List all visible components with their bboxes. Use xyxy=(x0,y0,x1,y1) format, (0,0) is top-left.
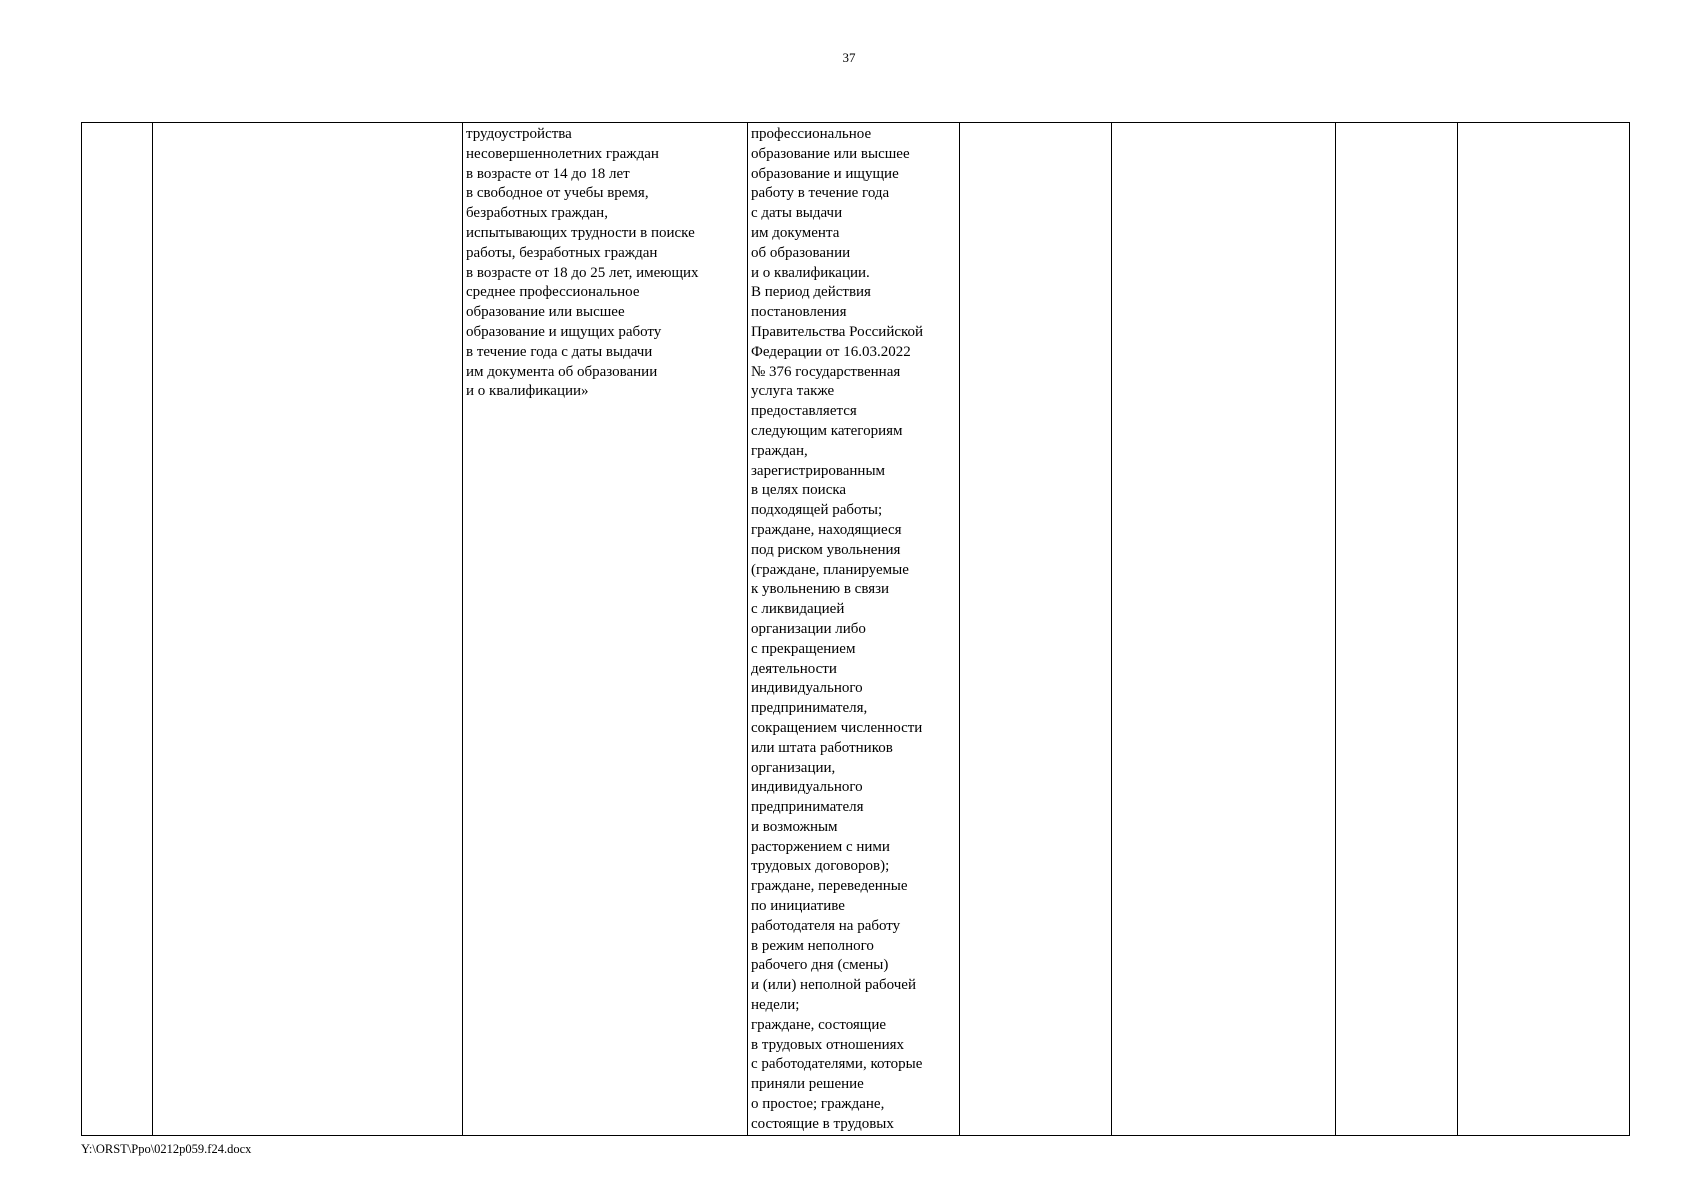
cell-text-line: недели; xyxy=(751,997,800,1014)
cell-text-line: состоящие в трудовых xyxy=(751,1115,894,1132)
cell-text-line: граждане, находящиеся xyxy=(751,521,902,538)
cell-text-line: работодателя на работу xyxy=(751,917,901,934)
cell-text-line: трудоустройства xyxy=(466,126,572,142)
cell-text-line: и о квалификации» xyxy=(466,383,589,400)
cell-text-line: и возможным xyxy=(751,818,838,835)
cell-text-line: с даты выдачи xyxy=(751,205,843,222)
cell-text-line: профессиональное xyxy=(751,126,872,142)
cell-text-line: или штата работников xyxy=(751,739,893,756)
table-cell-col8 xyxy=(1458,123,1630,1136)
cell-text-line: по инициативе xyxy=(751,898,845,915)
cell-text-line: образование или высшее xyxy=(751,145,910,162)
footer-file-path: Y:\ORST\Ppo\0212p059.f24.docx xyxy=(81,1142,252,1156)
cell-text-line: сокращением численности xyxy=(751,719,923,736)
cell-text-line: о простое; граждане, xyxy=(751,1096,885,1113)
cell-text-line: индивидуального xyxy=(751,779,863,796)
cell-text-line: зарегистрированным xyxy=(751,462,886,479)
table-cell-col1 xyxy=(82,123,153,1136)
table-cell-col5 xyxy=(960,123,1112,1136)
cell-text-line: (граждане, планируемые xyxy=(751,561,909,578)
cell-text-line: организации, xyxy=(751,759,836,776)
document-table xyxy=(81,122,1630,1136)
cell-text-line: в целях поиска xyxy=(751,482,847,499)
cell-text-line: в режим неполного xyxy=(751,937,874,954)
cell-text-line: безработных граждан, xyxy=(466,205,608,222)
cell-text-line: среднее профессиональное xyxy=(466,284,640,301)
cell-text-line: предпринимателя xyxy=(751,799,864,816)
cell-text-line: в трудовых отношениях xyxy=(751,1036,905,1053)
cell-text-line: подходящей работы; xyxy=(751,502,883,519)
cell-text-line: под риском увольнения xyxy=(751,541,901,558)
cell-text-line: Правительства Российской xyxy=(751,323,924,340)
cell-text-line: в свободное от учебы время, xyxy=(466,185,649,202)
cell-text-line: с работодателями, которые xyxy=(751,1056,923,1073)
cell-text-line: об образовании xyxy=(751,244,851,261)
cell-text-line: образование или высшее xyxy=(466,304,625,321)
cell-text-line: в течение года с даты выдачи xyxy=(466,343,653,360)
cell-text-line: № 376 государственная xyxy=(751,363,901,380)
cell-text-line: в возрасте от 14 до 18 лет xyxy=(466,165,630,182)
cell-text-line: граждан, xyxy=(751,442,808,459)
cell-text-line: образование и ищущие xyxy=(751,165,899,182)
table-cell-col4 xyxy=(748,123,960,1136)
table-cell-col7 xyxy=(1336,123,1458,1136)
cell-text-line: граждане, состоящие xyxy=(751,1016,887,1033)
page-number: 37 xyxy=(842,50,856,65)
cell-text-line: предоставляется xyxy=(751,403,857,420)
cell-text-line: граждане, переведенные xyxy=(751,878,908,895)
cell-text-line: расторжением с ними xyxy=(751,838,890,855)
cell-text-line: образование и ищущих работу xyxy=(466,323,662,340)
cell-text-line: индивидуального xyxy=(751,680,863,697)
cell-text-line: с прекращением xyxy=(751,640,856,657)
cell-text-line: несовершеннолетних граждан xyxy=(466,145,659,162)
cell-text-line: в возрасте от 18 до 25 лет, имеющих xyxy=(466,264,699,281)
cell-text-line: услуга также xyxy=(751,383,835,400)
cell-text-line: деятельности xyxy=(751,660,837,677)
cell-text-line: рабочего дня (смены) xyxy=(751,957,889,974)
cell-text-line: В период действия xyxy=(751,284,871,301)
cell-text-line: приняли решение xyxy=(751,1076,864,1093)
cell-text-line: трудовых договоров); xyxy=(751,858,890,875)
cell-text-line: Федерации от 16.03.2022 xyxy=(751,343,911,360)
cell-text-line: испытывающих трудности в поиске xyxy=(466,224,695,241)
cell-text-line: к увольнению в связи xyxy=(751,581,890,598)
cell-text-line: и (или) неполной рабочей xyxy=(751,977,916,994)
cell-text-line: с ликвидацией xyxy=(751,601,845,618)
cell-text-line: работу в течение года xyxy=(751,185,890,202)
cell-text-line: им документа xyxy=(751,224,840,241)
cell-text-line: им документа об образовании xyxy=(466,363,658,380)
cell-text-line: работы, безработных граждан xyxy=(466,244,658,261)
table-row xyxy=(82,123,1630,1136)
cell-text-line: постановления xyxy=(751,304,847,321)
table-cell-col3 xyxy=(463,123,748,1136)
cell-text-line: следующим категориям xyxy=(751,422,903,439)
cell-text-line: и о квалификации. xyxy=(751,264,870,281)
table-cell-col2 xyxy=(153,123,463,1136)
cell-text-line: организации либо xyxy=(751,620,866,637)
table-cell-col6 xyxy=(1112,123,1336,1136)
cell-text-line: предпринимателя, xyxy=(751,700,868,717)
